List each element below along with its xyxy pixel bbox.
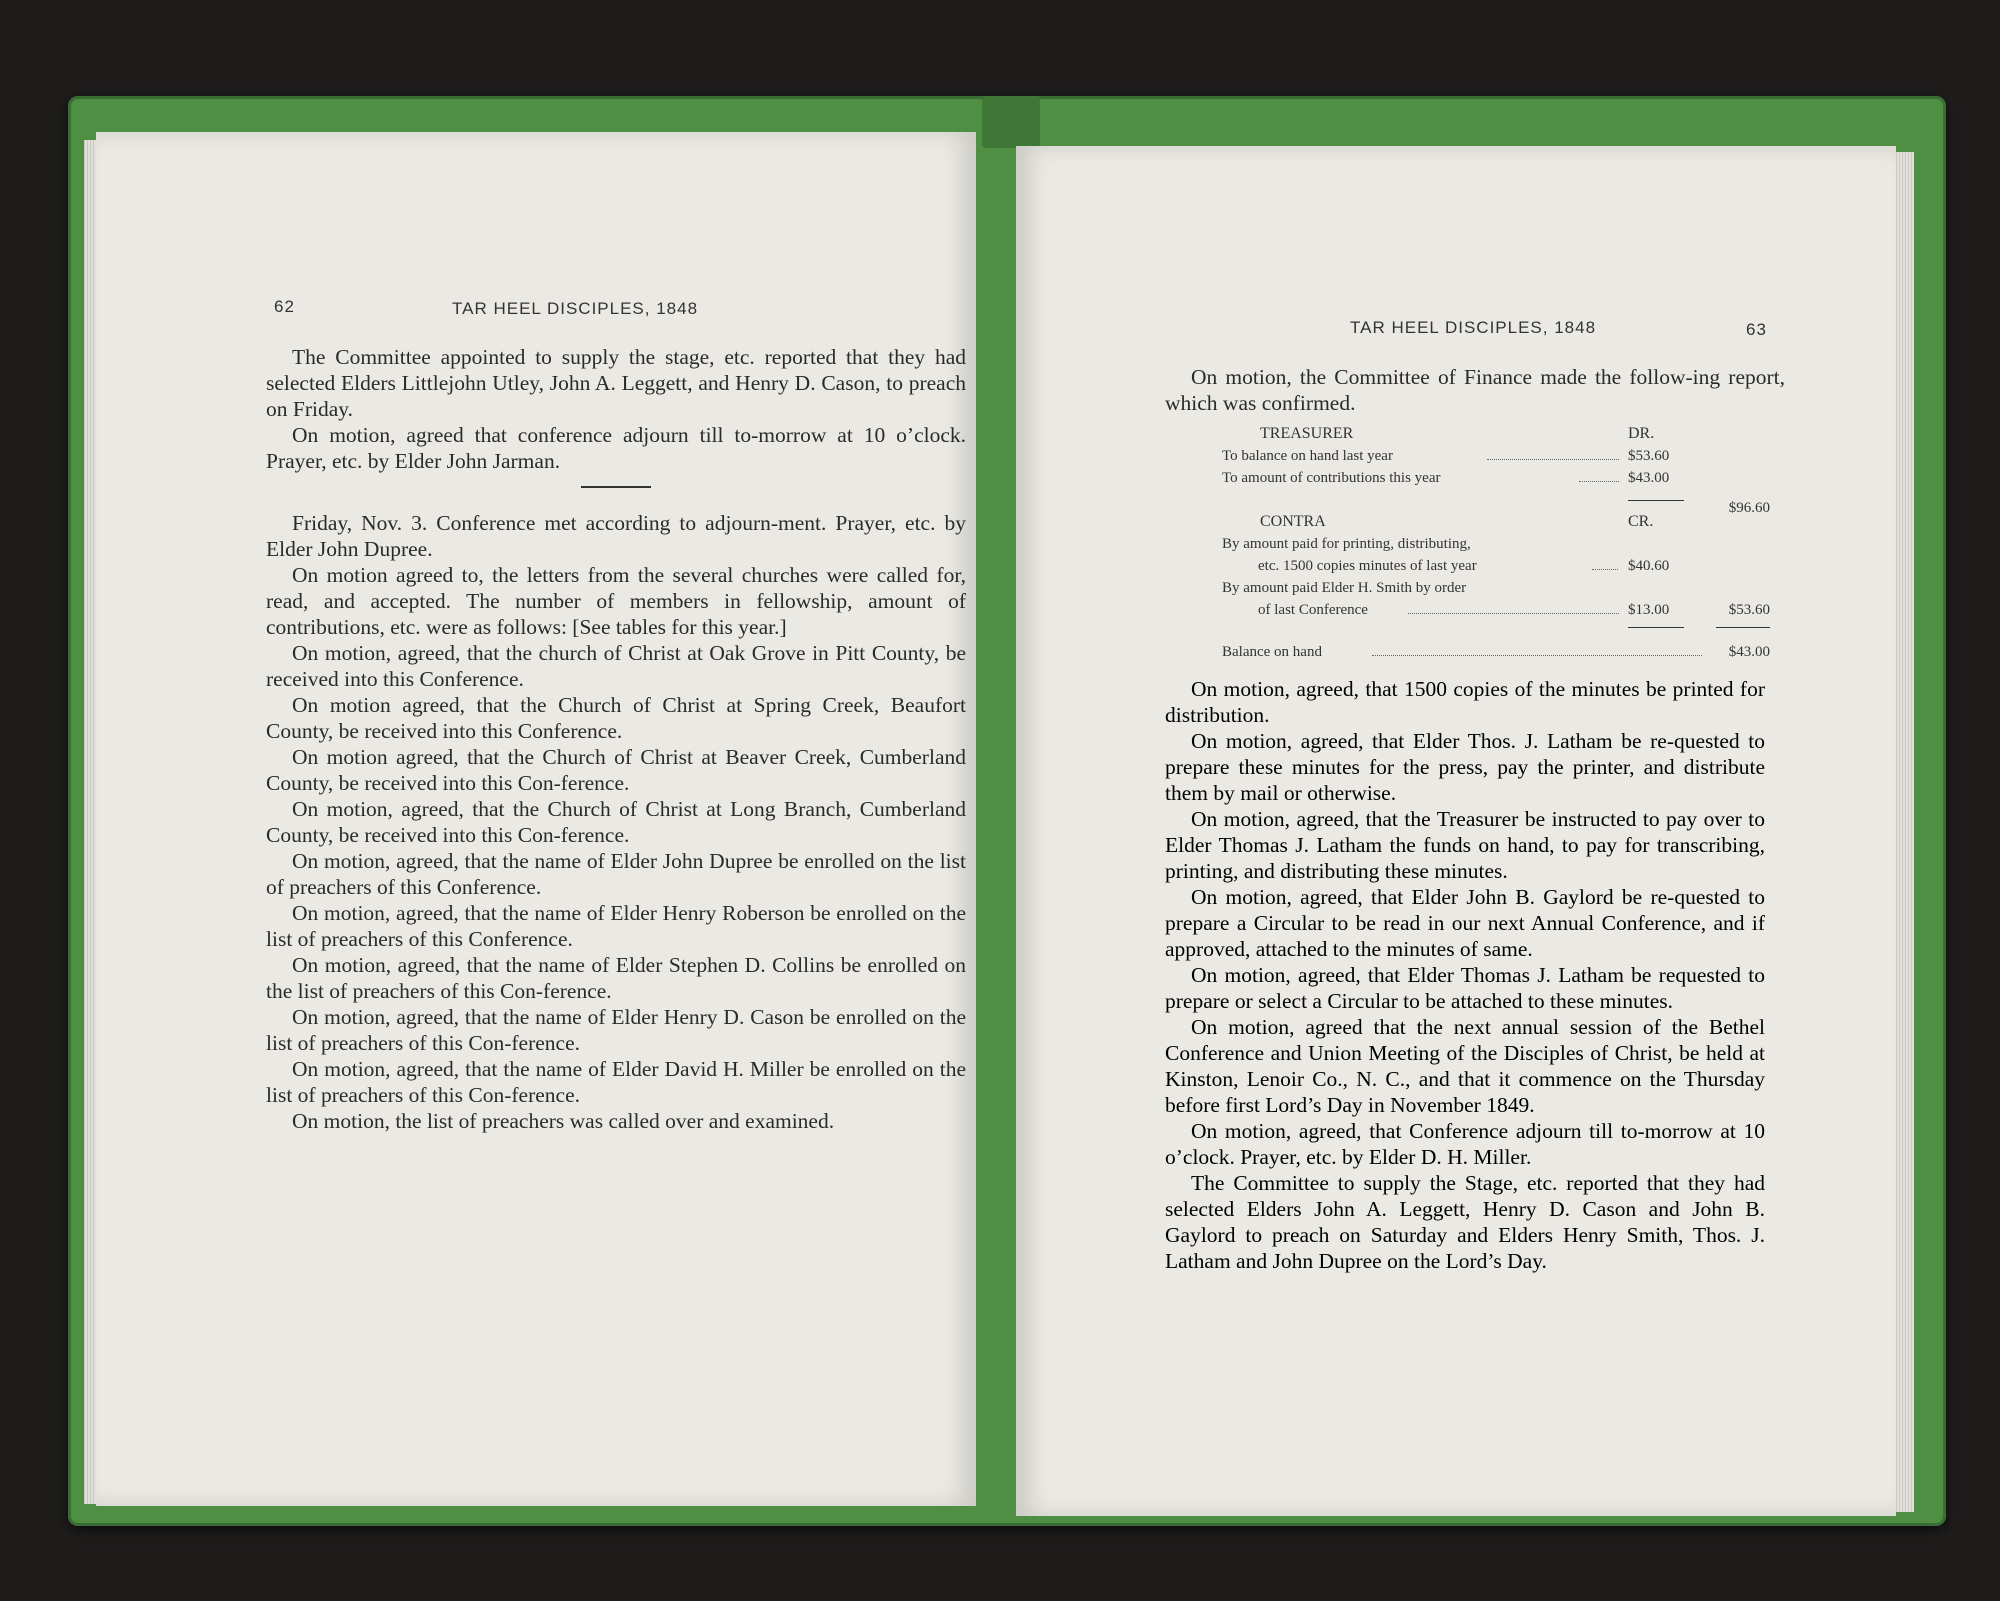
sum-rule [1716, 627, 1770, 628]
leader-dots [1372, 655, 1702, 656]
left-page [96, 132, 976, 1506]
right-running-head: TAR HEEL DISCIPLES, 1848 [1350, 318, 1597, 337]
finance-amount: $53.60 [1628, 448, 1670, 464]
paragraph: On motion, agreed, that the name of Elder Henry Roberson be enrolled on the list of preachers of this Conference. [266, 901, 966, 951]
paragraph: On motion, agreed that the next annual session of the Bethel Conference and Union Meeting of the Disciples of Christ, be held at Kinston, Lenoir Co., N. C., and that it commence on the Thursday before first Lord’s Day in November 1849. [1165, 1015, 1765, 1117]
finance-intro [1165, 364, 1785, 416]
left-page-number: 62 [274, 297, 295, 316]
contra-heading: CONTRA [1260, 513, 1326, 530]
finance-line: By amount paid Elder H. Smith by order [1222, 580, 1467, 596]
left-body [266, 344, 966, 1134]
sum-rule [1628, 500, 1684, 501]
treasurer-heading: TREASURER [1260, 425, 1354, 442]
paragraph: On motion, agreed, that the Treasurer be instructed to pay over to Elder Thomas J. Latham the funds on hand, to pay for transcribing, printing, and distributing these minutes. [1165, 807, 1765, 883]
paragraph: On motion, agreed, that Conference adjourn till to-morrow at 10 o’clock. Prayer, etc. by Elder D. H. Miller. [1165, 1119, 1765, 1169]
paragraph: On motion, agreed, that the name of Elder Henry D. Cason be enrolled on the list of preachers of this Con-ference. [266, 1005, 966, 1055]
paragraph: The Committee to supply the Stage, etc. reported that they had selected Elders John A. Leggett, Henry D. Cason and John B. Gaylord to preach on Saturday and Elders Henry Smith, Thos. J. Latham and John Dupree on the Lord’s Day. [1165, 1171, 1765, 1273]
leader-dots [1487, 459, 1619, 460]
paragraph: The Committee appointed to supply the stage, etc. reported that they had selected Elders Littlejohn Utley, John A. Leggett, and Henry D. Cason, to preach on Friday. [266, 345, 966, 421]
finance-line: To balance on hand last year [1222, 448, 1393, 464]
book-spine [982, 96, 1040, 148]
cr-heading: CR. [1628, 513, 1654, 530]
finance-line: of last Conference [1258, 602, 1368, 618]
paragraph: On motion agreed, that the Church of Christ at Beaver Creek, Cumberland County, be received into this Con-ference. [266, 745, 966, 795]
left-running-head: TAR HEEL DISCIPLES, 1848 [452, 299, 699, 318]
paragraph: On motion, agreed, that the name of Elder David H. Miller be enrolled on the list of preachers of this Con-ference. [266, 1057, 966, 1107]
balance-label: Balance on hand [1222, 644, 1322, 660]
leader-dots [1579, 481, 1619, 482]
finance-line: etc. 1500 copies minutes of last year [1258, 558, 1477, 574]
dr-total: $96.60 [1728, 500, 1770, 516]
paragraph: On motion, agreed, that the Church of Christ at Long Branch, Cumberland County, be received into this Con-ference. [266, 797, 966, 847]
section-divider [581, 486, 651, 488]
right-body [1165, 676, 1765, 1274]
paragraph: On motion, agreed, that Elder Thomas J. Latham be requested to prepare or select a Circular to be attached to these minutes. [1165, 963, 1765, 1013]
paragraph: On motion, the Committee of Finance made the follow-ing report, which was confirmed. [1165, 365, 1785, 415]
sum-rule [1628, 627, 1684, 628]
balance-amount: $43.00 [1728, 644, 1770, 660]
paragraph: On motion, the list of preachers was called over and examined. [292, 1109, 835, 1133]
paragraph: On motion agreed, that the Church of Christ at Spring Creek, Beaufort County, be received into this Conference. [266, 693, 966, 743]
dr-heading: DR. [1628, 425, 1655, 442]
paragraph: On motion agreed to, the letters from the several churches were called for, read, and accepted. The number of members in fellowship, amount of contributions, etc. were as follows: [See tables for this year.] [266, 563, 966, 639]
finance-line: By amount paid for printing, distributing, [1222, 536, 1471, 552]
paragraph: On motion, agreed, that Elder Thos. J. Latham be re-quested to prepare these minutes for the press, pay the printer, and distribute them by mail or otherwise. [1165, 729, 1765, 805]
paragraph: On motion, agreed, that 1500 copies of the minutes be printed for distribution. [1165, 677, 1765, 727]
finance-report [1222, 423, 1770, 663]
paragraph: On motion, agreed, that the name of Elder Stephen D. Collins be enrolled on the list of preachers of this Con-ference. [266, 953, 966, 1003]
leader-dots [1592, 569, 1618, 570]
finance-amount: $13.00 [1628, 602, 1670, 618]
paragraph: On motion, agreed, that the church of Christ at Oak Grove in Pitt County, be received into this Conference. [266, 641, 966, 691]
finance-amount: $43.00 [1628, 470, 1670, 486]
finance-amount: $40.60 [1628, 558, 1670, 574]
right-page-number: 63 [1746, 320, 1767, 339]
cr-total: $53.60 [1728, 602, 1770, 618]
paragraph: On motion, agreed that conference adjourn till to-morrow at 10 o’clock. Prayer, etc. by Elder John Jarman. [266, 423, 966, 473]
paragraph: On motion, agreed, that the name of Elder John Dupree be enrolled on the list of preachers of this Conference. [266, 849, 966, 899]
finance-line: To amount of contributions this year [1222, 470, 1441, 486]
paragraph: Friday, Nov. 3. Conference met according to adjourn-ment. Prayer, etc. by Elder John Dupree. [266, 511, 966, 561]
paragraph: On motion, agreed, that Elder John B. Gaylord be re-quested to prepare a Circular to be read in our next Annual Conference, and if approved, attached to the minutes of same. [1165, 885, 1765, 961]
leader-dots [1408, 613, 1619, 614]
